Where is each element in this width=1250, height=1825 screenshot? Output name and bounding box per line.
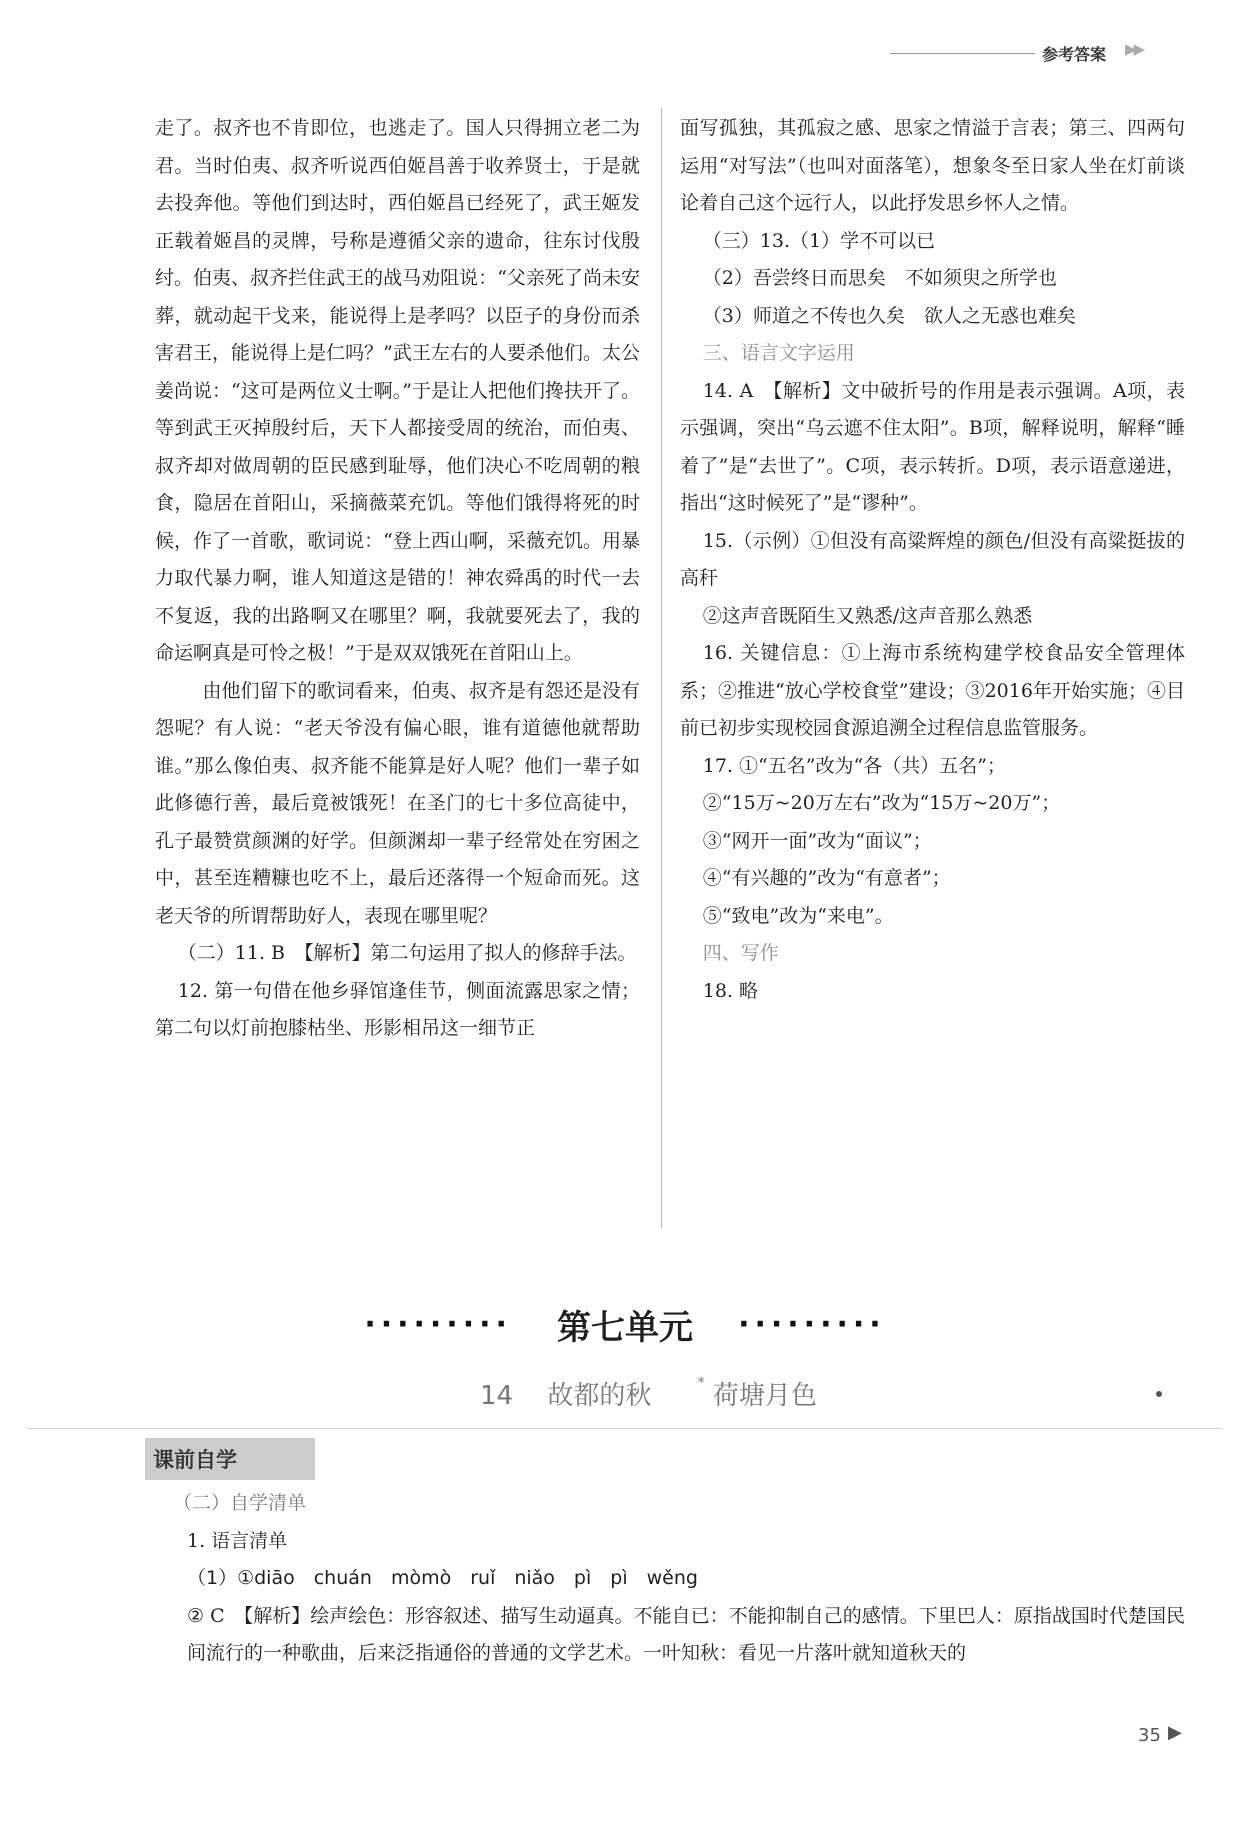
- page-arrow-icon: ▶: [1168, 1722, 1182, 1743]
- answer-18: 18. 略: [702, 979, 759, 1002]
- answer-12-cont: 面写孤独，其孤寂之感、思家之情溢于言表；第三、四两句运用“对写法”（也叫对面落笔），想象冬至日家人坐在灯前谈论着自己这个远行人，以此抒发思乡怀人之情。: [680, 117, 1185, 214]
- answer-13-2: （2）吾尝终日而思矣 不如须臾之所学也: [702, 267, 1057, 289]
- lesson-title: [480, 1375, 817, 1412]
- answer-13-1: （三）13.（1）学不可以已: [702, 229, 936, 252]
- answer-15a: 15.（示例）①但没有高粱辉煌的颜色/但没有高粱挺拔的高秆: [680, 529, 1185, 589]
- section-banner: [145, 1438, 315, 1480]
- lesson-dot: [1156, 1391, 1162, 1397]
- self-study-section: [155, 1485, 1185, 1673]
- unit-dots-right: ·········: [738, 1307, 886, 1342]
- analysis-answer: ② C 【解析】绘声绘色：形容叙述、描写生动逼真。不能自已：不能抑制自己的感情。下里巴人：原指战国时代楚国民间流行的一种歌曲，后来泛指通俗的普通的文学艺术。一叶知秋：看见一片落叶就知道秋天的: [187, 1604, 1185, 1664]
- answer-17-5: ⑤“致电”改为“来电”。: [702, 904, 894, 927]
- header-arrows-icon: ▶▶: [1125, 40, 1143, 58]
- unit-title-text: 第七单元: [557, 1308, 693, 1348]
- answer-17-1: 17. ①“五名”改为“各（共）五名”；: [702, 754, 1006, 777]
- self-study-item-1: 1. 语言清单: [187, 1529, 288, 1552]
- lesson-rule: [28, 1428, 1222, 1429]
- section-heading-3: 三、语言文字运用: [702, 342, 855, 364]
- right-column: [680, 110, 1185, 1010]
- pinyin-answer: （1）①diāo chuán mòmò ruǐ niǎo pì pì wěng: [187, 1567, 698, 1589]
- header-rule: [890, 53, 1035, 54]
- page-number: 35: [1138, 1725, 1161, 1746]
- answer-13-3: （3）师道之不传也久矣 欲人之无惑也难矣: [702, 304, 1076, 327]
- answer-12: 12. 第一句借在他乡驿馆逢佳节，侧面流露思家之情；第二句以灯前抱膝枯坐、形影相吊这一细节正: [155, 979, 640, 1039]
- lesson-star: *: [697, 1375, 705, 1391]
- answer-11: （二）11. B 【解析】第二句运用了拟人的修辞手法。: [177, 942, 637, 964]
- left-paragraph-2: 由他们留下的歌词看来，伯夷、叔齐是有怨还是没有怨呢？有人说：“老天爷没有偏心眼，谁有道德他就帮助谁。”那么像伯夷、叔齐能不能算是好人呢？他们一辈子如此修德行善，最后竟被饿死！在圣门的七十多位高徒中，孔子最赞赏颜渊的好学。但颜渊却一辈子经常处在穷困之中，甚至连糟糠也吃不上，最后还落得一个短命而死。这老天爷的所谓帮助好人，表现在哪里呢？: [155, 679, 640, 927]
- answer-14: 14. A 【解析】文中破折号的作用是表示强调。A项，表示强调，突出“乌云遮不住太阳”。B项，解释说明，解释“睡着了”是“去世了”。C项，表示转折。D项，表示语意递进，指出“这时候死了”是“谬种”。: [680, 379, 1185, 514]
- lesson-title-2: 荷塘月色: [712, 1381, 817, 1411]
- lesson-title-1: 故都的秋: [547, 1381, 652, 1411]
- answer-17-3: ③“网开一面”改为“面议”；: [702, 829, 932, 852]
- left-paragraph-1: 走了。叔齐也不肯即位，也逃走了。国人只得拥立老二为君。当时伯夷、叔齐听说西伯姬昌善于收养贤士，于是就去投奔他。等他们到达时，西伯姬昌已经死了，武王姬发正载着姬昌的灵牌，号称是遵循父亲的遗命，往东讨伐殷纣。伯夷、叔齐拦住武王的战马劝阻说：“父亲死了尚未安葬，就动起干戈来，能说得上是孝吗？以臣子的身份而杀害君王，能说得上是仁吗？”武王左右的人要杀他们。太公姜尚说：“这可是两位义士啊。”于是让人把他们搀扶开了。等到武王灭掉殷纣后，天下人都接受周的统治，而伯夷、叔齐却对做周朝的臣民感到耻辱，他们决心不吃周朝的粮食，隐居在首阳山，采摘薇菜充饥。等他们饿得将死的时候，作了一首歌，歌词说：“登上西山啊，采薇充饥。用暴力取代暴力啊，谁人知道这是错的！神农舜禹的时代一去不复返，我的出路啊又在哪里？啊，我就要死去了，我的命运啊真是可怜之极！”于是双双饿死在首阳山上。: [155, 117, 640, 664]
- left-column: [155, 110, 640, 1048]
- answer-15b: ②这声音既陌生又熟悉/这声音那么熟悉: [702, 604, 1033, 627]
- self-study-subheading: （二）自学清单: [173, 1492, 307, 1514]
- page-header: [890, 40, 1210, 66]
- answer-16: 16. 关键信息：①上海市系统构建学校食品安全管理体系；②推进“放心学校食堂”建设；③2016年开始实施；④目前已初步实现校园食源追溯全过程信息监管服务。: [680, 642, 1185, 739]
- column-divider: [661, 108, 662, 1228]
- lesson-number: 14: [480, 1381, 514, 1411]
- section-banner-label: 课前自学: [153, 1448, 237, 1472]
- answer-17-4: ④“有兴趣的”改为“有意者”；: [702, 867, 951, 889]
- answer-17-2: ②“15万~20万左右”改为“15万~20万”；: [702, 792, 1061, 814]
- unit-dots-left: ·········: [364, 1307, 512, 1342]
- header-label: 参考答案: [1042, 45, 1107, 64]
- unit-title: [0, 1300, 1250, 1349]
- section-heading-4: 四、写作: [702, 942, 779, 964]
